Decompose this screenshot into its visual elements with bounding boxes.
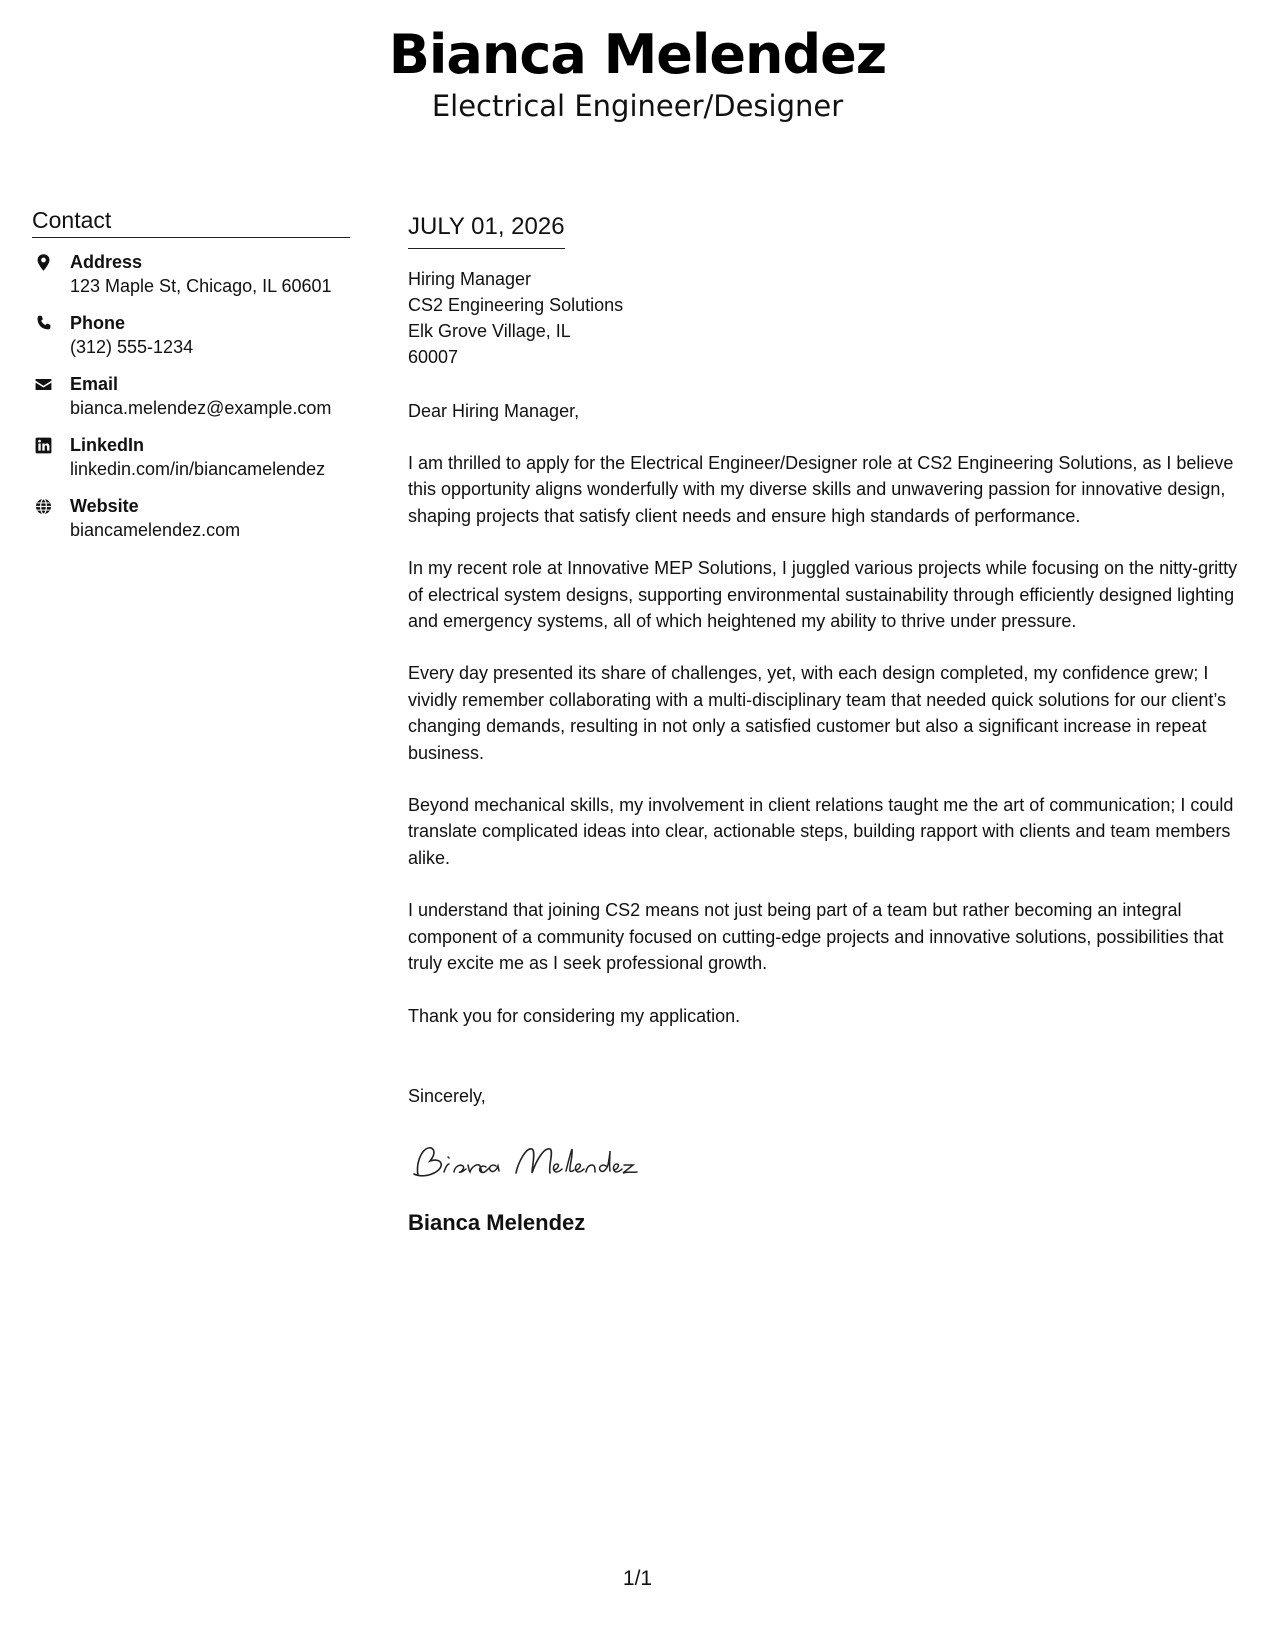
recipient-line: CS2 Engineering Solutions <box>408 295 624 315</box>
salutation: Dear Hiring Manager, <box>408 401 580 421</box>
letter-paragraph: I am thrilled to apply for the Electrical Engineer/Designer role at CS2 Engineering Solutions, as I believe this opportunity aligns wonderfully with my diverse skills and unwavering passion for innovative design, shaping projects that satisfy client needs and ensure high standards of performance. <box>408 453 1234 526</box>
page-number: 1/1 <box>622 1567 653 1590</box>
contact-sidebar <box>32 205 350 555</box>
applicant-name: Bianca Melendez <box>388 23 887 86</box>
contact-item-website <box>32 494 350 542</box>
contact-item-email <box>32 372 350 420</box>
contact-list <box>32 250 350 542</box>
recipient-block <box>408 266 1248 370</box>
letter-header <box>0 22 1275 124</box>
recipient-line: Elk Grove Village, IL <box>408 321 571 341</box>
contact-label: LinkedIn <box>70 435 145 455</box>
contact-label: Email <box>70 374 119 394</box>
phone-value: (312) 555-1234 <box>70 337 194 357</box>
linkedin-value: linkedin.com/in/biancamelendez <box>70 459 326 479</box>
contact-heading: Contact <box>32 205 350 238</box>
letter-paragraph: Thank you for considering my application. <box>408 1005 741 1026</box>
applicant-title: Electrical Engineer/Designer <box>431 89 844 123</box>
globe-icon <box>34 497 53 516</box>
letter-date: JULY 01, 2026 <box>408 212 565 249</box>
letter-body <box>408 212 1248 1237</box>
signature-drawing <box>408 1139 668 1187</box>
contact-item-address <box>32 250 350 298</box>
address-value: 123 Maple St, Chicago, IL 60601 <box>70 276 332 296</box>
phone-icon <box>34 314 53 333</box>
recipient-line: 60007 <box>408 347 459 367</box>
contact-label: Address <box>70 252 143 272</box>
handwritten-signature <box>408 1139 1248 1187</box>
contact-item-phone <box>32 311 350 359</box>
letter-paragraph: Every day presented its share of challenges, yet, with each design completed, my confidence grew; I vividly remember collaborating with a multi-disciplinary team that needed quick solutions for our client’s changing demands, resulting in not only a satisfied customer but also a significant increase in repeat business. <box>408 663 1227 763</box>
contact-label: Phone <box>70 313 126 333</box>
envelope-icon <box>34 375 53 394</box>
linkedin-icon <box>34 436 53 455</box>
website-value: biancamelendez.com <box>70 520 241 540</box>
signed-name: Bianca Melendez <box>408 1209 586 1235</box>
letter-paragraph: In my recent role at Innovative MEP Solutions, I juggled various projects while focusing on the nitty-gritty of electrical system designs, supporting environmental sustainability through efficiently designed lighting and emergency systems, all of which heightened my ability to thrive under pressure. <box>408 558 1238 632</box>
closing: Sincerely, <box>408 1085 486 1106</box>
letter-paragraph: Beyond mechanical skills, my involvement in client relations taught me the art of communication; I could translate complicated ideas into clear, actionable steps, building rapport with clients and team members alike. <box>408 795 1234 868</box>
recipient-line: Hiring Manager <box>408 269 532 289</box>
map-pin-icon <box>34 253 53 272</box>
contact-item-linkedin <box>32 433 350 481</box>
letter-paragraph: I understand that joining CS2 means not just being part of a team but rather becoming an integral component of a community focused on cutting-edge projects and innovative solutions, possibilities that truly excite me as I seek professional growth. <box>408 900 1224 974</box>
email-value: bianca.melendez@example.com <box>70 398 332 418</box>
contact-label: Website <box>70 496 139 516</box>
